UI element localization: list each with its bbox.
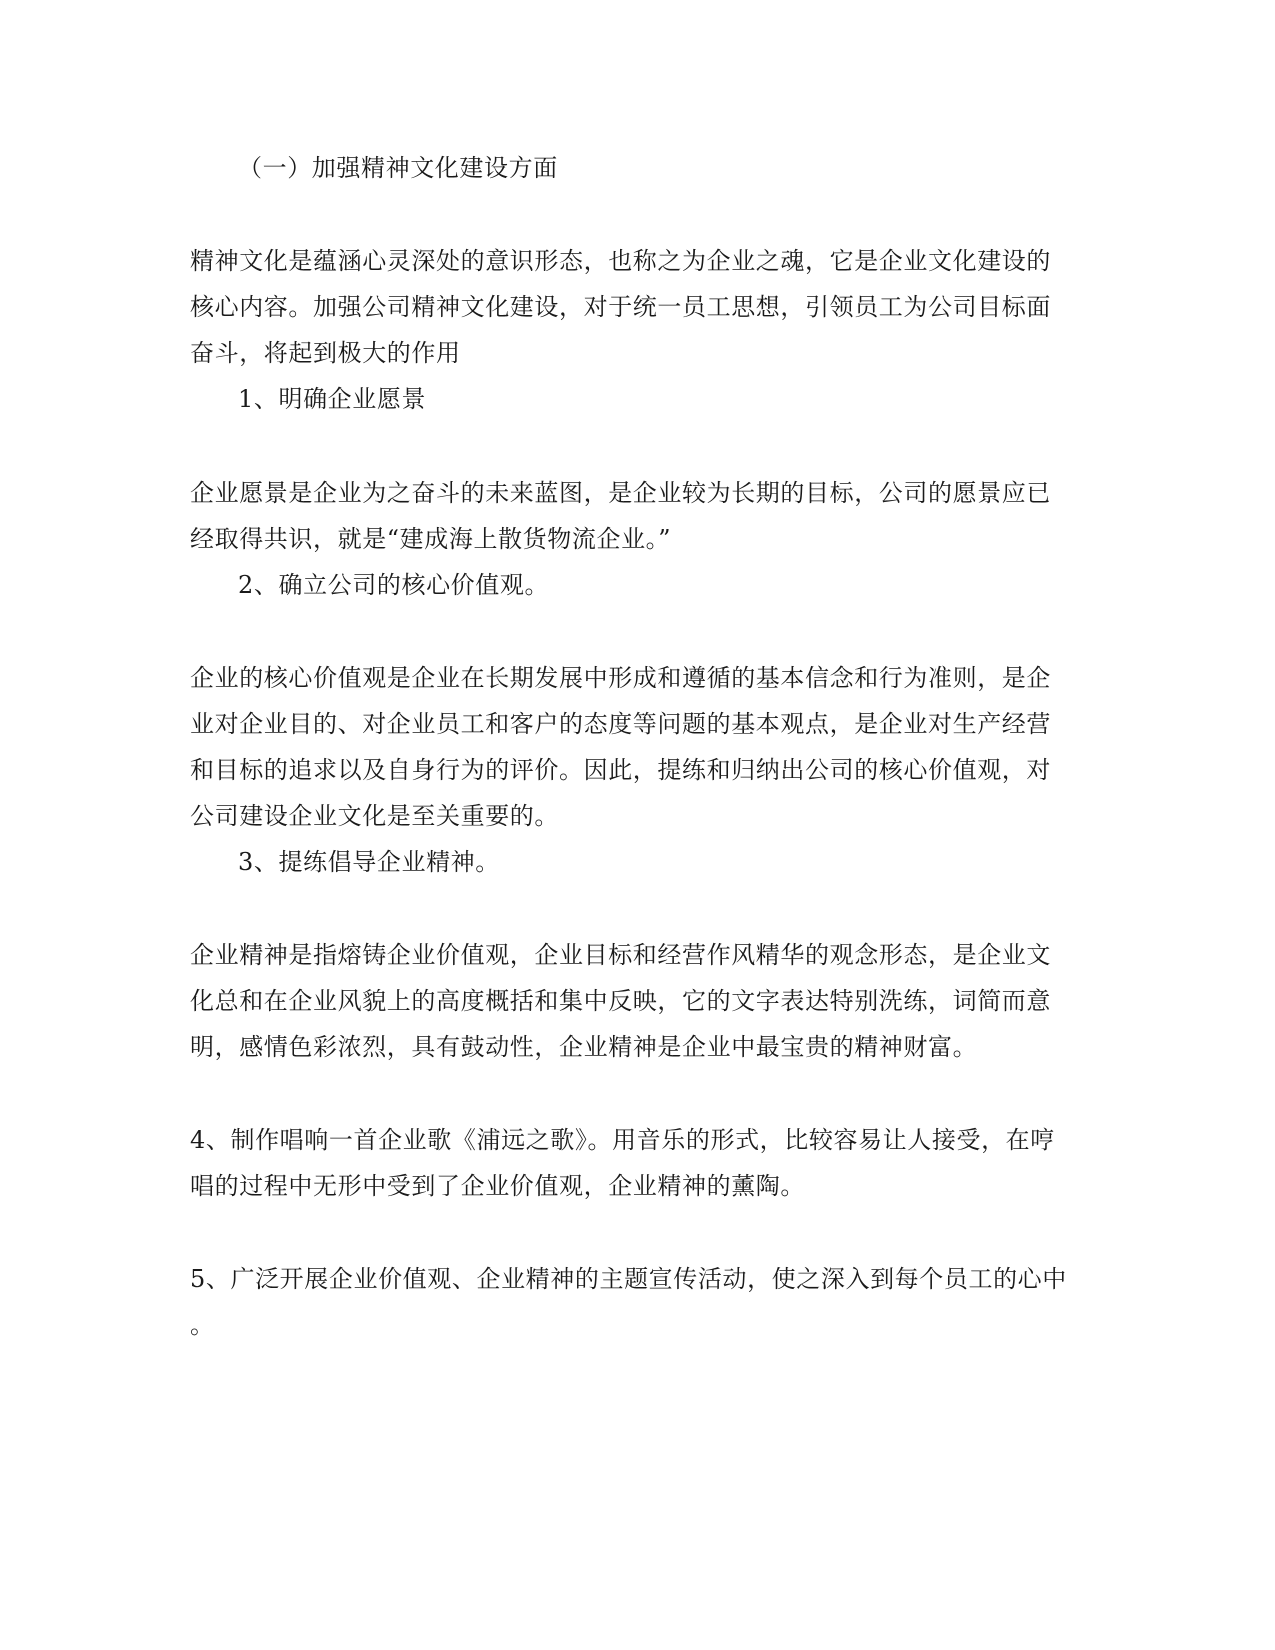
section-heading: （一）加强精神文化建设方面 bbox=[238, 154, 558, 182]
paragraph-line: 业对企业目的、对企业员工和客户的态度等问题的基本观点，是企业对生产经营 bbox=[190, 710, 1051, 738]
paragraph-line: 和目标的追求以及自身行为的评价。因此，提练和归纳出公司的核心价值观，对 bbox=[190, 756, 1051, 784]
paragraph-line: 4、制作唱响一首企业歌《浦远之歌》。用音乐的形式，比较容易让人接受，在哼 bbox=[190, 1126, 1055, 1154]
paragraph-line: 企业的核心价值观是企业在长期发展中形成和遵循的基本信念和行为准则，是企 bbox=[190, 664, 1051, 692]
paragraph-line: 化总和在企业风貌上的高度概括和集中反映，它的文字表达特别洗练，词简而意 bbox=[190, 987, 1051, 1015]
item-heading: 2、确立公司的核心价值观。 bbox=[238, 571, 550, 599]
paragraph-line: 明，感情色彩浓烈，具有鼓动性，企业精神是企业中最宝贵的精神财富。 bbox=[190, 1033, 978, 1061]
paragraph-line: 5、广泛开展企业价值观、企业精神的主题宣传活动，使之深入到每个员工的心中 bbox=[190, 1265, 1067, 1293]
paragraph-line: 。 bbox=[190, 1311, 215, 1339]
paragraph-line: 核心内容。加强公司精神文化建设，对于统一员工思想，引领员工为公司目标面 bbox=[190, 293, 1051, 321]
paragraph-line: 唱的过程中无形中受到了企业价值观，企业精神的薰陶。 bbox=[190, 1172, 805, 1200]
paragraph-line: 企业愿景是企业为之奋斗的未来蓝图，是企业较为长期的目标，公司的愿景应已 bbox=[190, 479, 1051, 507]
paragraph-line: 经取得共识，就是“建成海上散货物流企业。” bbox=[190, 525, 672, 553]
paragraph-line: 精神文化是蕴涵心灵深处的意识形态，也称之为企业之魂，它是企业文化建设的 bbox=[190, 247, 1051, 275]
paragraph-line: 奋斗，将起到极大的作用 bbox=[190, 339, 461, 367]
paragraph-line: 企业精神是指熔铸企业价值观，企业目标和经营作风精华的观念形态，是企业文 bbox=[190, 941, 1051, 969]
item-heading: 3、提练倡导企业精神。 bbox=[238, 848, 500, 876]
paragraph-line: 公司建设企业文化是至关重要的。 bbox=[190, 802, 559, 830]
item-heading: 1、明确企业愿景 bbox=[238, 385, 427, 413]
